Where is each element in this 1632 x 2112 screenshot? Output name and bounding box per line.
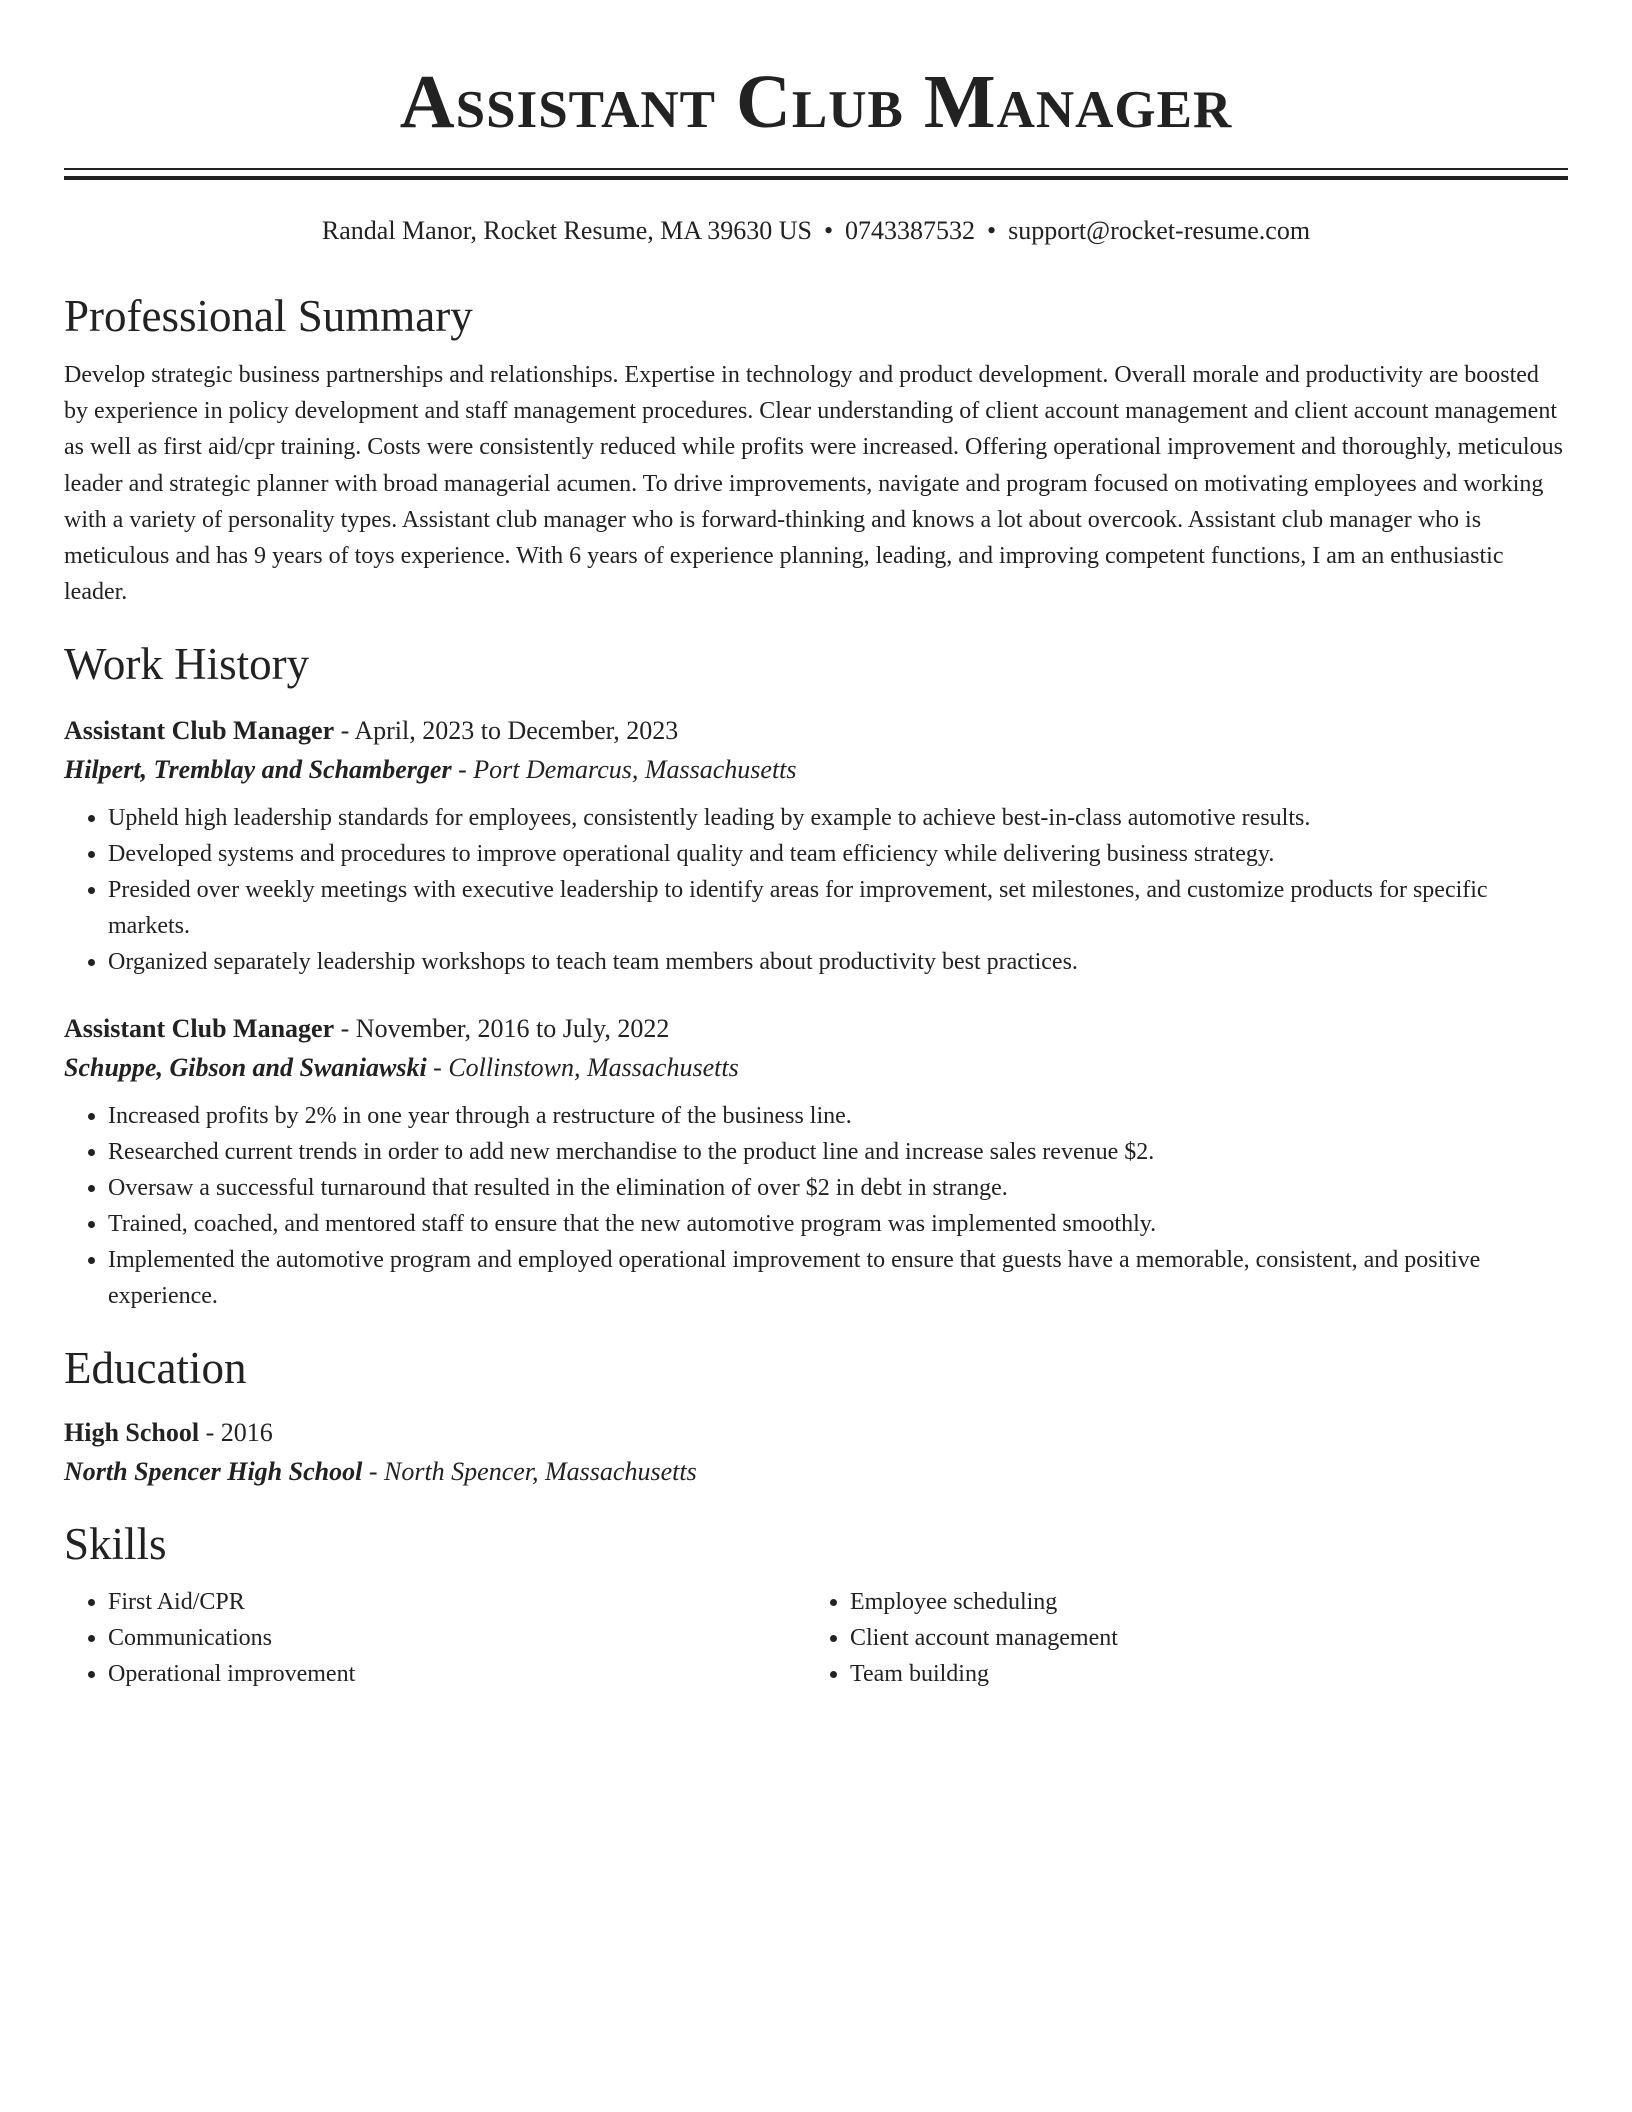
job-location: - Collinstown, Massachusetts — [426, 1053, 739, 1083]
job-title-line — [64, 712, 1568, 750]
job-company: Schuppe, Gibson and Swaniawski — [64, 1053, 427, 1083]
skill-item: • Team building — [850, 1656, 1548, 1692]
resume-page — [64, 0, 1568, 1692]
job-entry — [64, 1010, 1568, 1314]
skills-columns — [64, 1584, 1568, 1692]
job-dates: - November, 2016 to July, 2022 — [334, 1014, 670, 1044]
skill-item: • Operational improvement — [108, 1656, 806, 1692]
job-bullet: • Developed systems and procedures to improve operational quality and team efficiency while delivering business strategy. — [108, 836, 1568, 872]
job-bullet: • Upheld high leadership standards for employees, consistently leading by example to achieve best-in-class automotive results. — [108, 800, 1568, 836]
job-company-line — [64, 1048, 1568, 1088]
skill-item: • Client account management — [850, 1620, 1548, 1656]
summary-text: Develop strategic business partnerships and relationships. Expertise in technology and product development. Overall morale and productivity are boosted by experience in policy development and staff management procedures. Clear understanding of client account management and client account management as well as first aid/cpr training. Costs were consistently reduced while profits were increased. Offering operational improvement and thoroughly, meticulous leader and strategic planner with broad managerial acumen. To drive improvements, navigate and program focused on motivating employees and working with a variety of personality types. Assistant club manager who is forward-thinking and knows a lot about overcook. Assistant club manager who is meticulous and has 9 years of toys experience. With 6 years of experience planning, leading, and improving competent functions, I am an enthusiastic leader. — [64, 362, 1563, 606]
job-bullet: • Researched current trends in order to add new merchandise to the product line and increase sales revenue $2. — [108, 1134, 1568, 1170]
job-company-line — [64, 750, 1568, 790]
education-entry — [64, 1414, 1568, 1492]
job-bullet: • Trained, coached, and mentored staff to ensure that the new automotive program was implemented smoothly. — [108, 1206, 1568, 1242]
header-divider-thick — [64, 176, 1568, 180]
skill-item: • First Aid/CPR — [108, 1584, 806, 1620]
skills-column-left — [64, 1584, 806, 1692]
education-heading: Education — [64, 1343, 247, 1394]
education-school-line — [64, 1452, 1568, 1492]
work-history-heading: Work History — [64, 639, 310, 690]
contact-line — [64, 214, 1568, 248]
job-bullet: • Implemented the automotive program and employed operational improvement to ensure that guests have a memorable, consistent, and positive experience. — [108, 1242, 1568, 1314]
job-role: Assistant Club Manager — [64, 716, 335, 746]
job-bullet: • Organized separately leadership workshops to teach team members about productivity best practices. — [108, 944, 1568, 980]
skills-list — [806, 1584, 1548, 1692]
job-location: - Port Demarcus, Massachusetts — [451, 755, 797, 785]
job-bullet: • Oversaw a successful turnaround that resulted in the elimination of over $2 in debt in strange. — [108, 1170, 1568, 1206]
job-company: Hilpert, Tremblay and Schamberger — [64, 755, 452, 785]
job-bullet: • Increased profits by 2% in one year through a restructure of the business line. — [108, 1098, 1568, 1134]
skills-heading: Skills — [64, 1519, 167, 1570]
education-degree-line — [64, 1414, 1568, 1452]
contact-address: Randal Manor, Rocket Resume, MA 39630 US — [321, 216, 812, 245]
education-school: North Spencer High School — [64, 1457, 363, 1487]
contact-separator: • — [823, 216, 834, 245]
job-bullet: • Presided over weekly meetings with executive leadership to identify areas for improvement, set milestones, and customize products for specific markets. — [108, 872, 1568, 944]
job-title-line — [64, 1010, 1568, 1048]
education-location: - North Spencer, Massachusetts — [362, 1457, 697, 1487]
skills-list — [64, 1584, 806, 1692]
skill-item: • Communications — [108, 1620, 806, 1656]
skill-item: • Employee scheduling — [850, 1584, 1548, 1620]
job-role: Assistant Club Manager — [64, 1014, 335, 1044]
summary-heading: Professional Summary — [64, 291, 473, 341]
education-degree: High School — [64, 1418, 200, 1448]
job-bullets — [64, 800, 1568, 980]
contact-separator: • — [987, 216, 997, 245]
skills-column-right — [806, 1584, 1548, 1692]
contact-phone: 0743387532 — [845, 216, 976, 245]
education-year: - 2016 — [199, 1418, 273, 1448]
job-bullets — [64, 1098, 1568, 1314]
header-divider — [64, 168, 1568, 170]
job-entry — [64, 712, 1568, 980]
job-dates: - April, 2023 to December, 2023 — [334, 716, 679, 746]
contact-email: support@rocket-resume.com — [1008, 216, 1311, 245]
resume-name-heading: Assistant Club Manager — [399, 60, 1233, 144]
